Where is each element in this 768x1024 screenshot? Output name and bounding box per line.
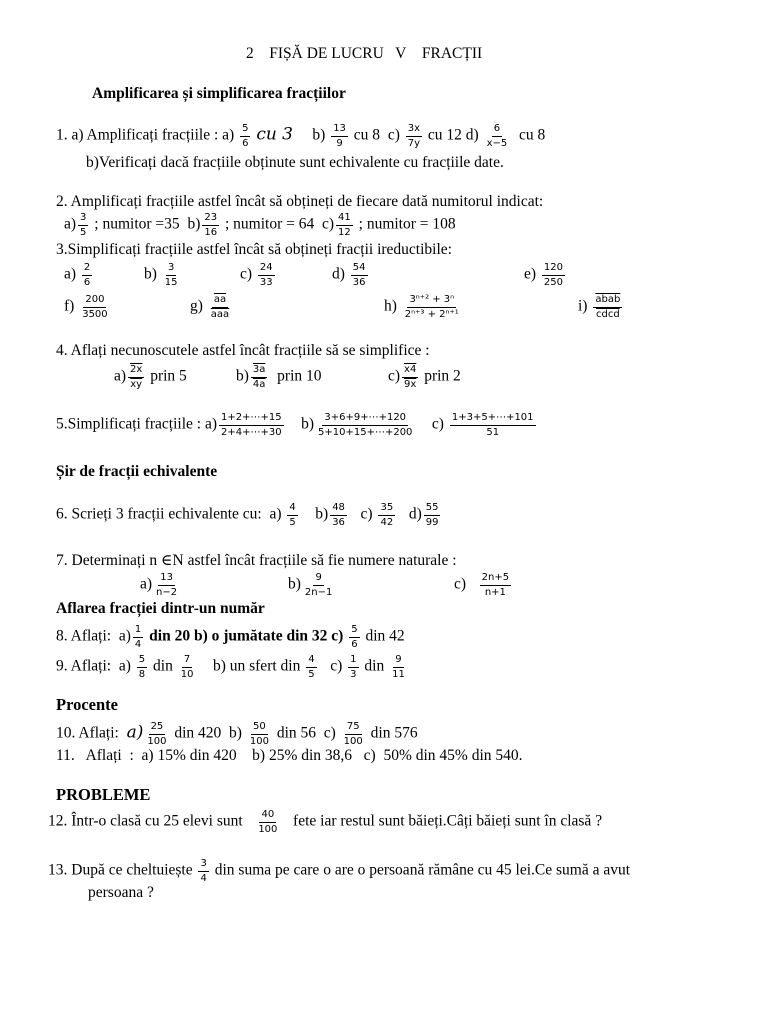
fraction: $\frac{48}{36}$	[332, 502, 345, 528]
exercise-2-text: 2. Amplificați fracțiile astfel încât să obțineți de fiecare dată numitorul indicat:	[56, 193, 544, 210]
fraction: $\frac{40}{100}$	[258, 809, 278, 835]
exercise-8: 8. Aflați: a) $\frac{1}{4}$ din 20 b) o jumătate din 32 c) $\frac{5}{6}$ din 42	[56, 624, 405, 650]
fraction: $\frac{\overline{aa}}{\text{aaa}}$	[210, 294, 230, 320]
title-number: 2	[246, 45, 254, 62]
fraction: $\frac{7}{10}$	[180, 654, 194, 680]
fraction: $\frac{3}{4}$	[200, 858, 207, 884]
exercise-5: 5.Simplificați fracțiile : a) $\frac{1+2+\cdots+15}{2+4+\cdots+30}$ b) $\frac{3+6+9+\cdots+120}{5+10+15+\cdots+200}$ c) $\frac{1+3+5+\cdots+101}{51}$	[56, 412, 534, 438]
exercise-3e: e) $\frac{120}{250}$	[524, 262, 564, 288]
fraction: $\frac{23}{16}$	[204, 212, 218, 238]
page-title	[246, 46, 482, 62]
exercise-11: 11. Aflați : a) 15% din 420 b) 25% din 38,6 c) 50% din 45% din 540.	[56, 747, 523, 764]
exercise-3-text: 3.Simplificați fracțiile astfel încât să obțineți fracții ireductibile:	[56, 241, 452, 258]
fraction: $\frac{3x}{7y}$	[407, 123, 421, 149]
fraction: $\frac{1}{4}$	[134, 624, 142, 650]
fraction: $\frac{3}{15}$	[164, 262, 178, 288]
fraction: $\frac{54}{36}$	[352, 262, 366, 288]
exercise-4b: b) $\frac{3a}{4a}$ prin 10	[236, 364, 322, 390]
fraction: $\frac{13}{n-2}$	[156, 572, 178, 598]
exercise-7a: a) $\frac{13}{n-2}$	[140, 572, 178, 598]
fraction: $\frac{200}{3500}$	[82, 294, 108, 320]
exercise-3d: d) $\frac{54}{36}$	[332, 262, 366, 288]
fraction: $\frac{5}{6}$	[351, 624, 358, 650]
exercise-4c: c) $\frac{x4}{9x}$ prin 2	[388, 364, 461, 390]
fraction: $\frac{5}{6}$	[242, 123, 249, 149]
section-heading-probleme: PROBLEME	[56, 785, 151, 804]
exercise-2-items: a) $\frac{3}{5}$ ; numitor =35 b) $\frac{23}{16}$ ; numitor = 64 c) $\frac{41}{12}$ ; numitor = 108	[64, 212, 456, 238]
exercise-6: 6. Scrieți 3 fracții echivalente cu: a) $\frac{4}{5}$ b) $\frac{48}{36}$ c) $\frac{35}{42}$ d) $\frac{55}{99}$	[56, 502, 439, 528]
fraction: $\frac{25}{100}$	[147, 721, 167, 747]
fraction: $\frac{3+6+9+\cdots+120}{5+10+15+\cdots+200}$	[318, 412, 413, 438]
exercise-3i: i) $\frac{\text{abab}}{\text{cdcd}}$	[578, 294, 621, 320]
fraction: $\frac{75}{100}$	[343, 721, 363, 747]
element-of-icon: ∈	[161, 552, 173, 569]
fraction: $\frac{2x}{xy}$	[130, 364, 143, 390]
exercise-10: 10. Aflați: a) $\frac{25}{100}$ din 420 b) $\frac{50}{100}$ din 56 c) $\frac{75}{100}$ din 576	[56, 721, 418, 747]
exercise-3c: c) $\frac{24}{33}$	[240, 262, 273, 288]
fraction: $\frac{4}{5}$	[308, 654, 315, 680]
fraction: $\frac{1+2+\cdots+15}{2+4+\cdots+30}$	[220, 412, 282, 438]
section-heading-procente: Procente	[56, 695, 118, 714]
exercise-7b: b) $\frac{9}{2n-1}$	[288, 572, 333, 598]
exercise-9: 9. Aflați: a) $\frac{5}{8}$ din $\frac{7}{10}$ b) un sfert din $\frac{4}{5}$ c) $\frac{1}{3}$ din $\frac{9}{11}$	[56, 654, 405, 680]
fraction: $\frac{1}{3}$	[350, 654, 357, 680]
fraction: $\frac{41}{12}$	[338, 212, 351, 238]
fraction: $\frac{x4}{9x}$	[404, 364, 417, 390]
exercise-3b: b) $\frac{3}{15}$	[144, 262, 178, 288]
exercise-7c: c) $\frac{2n+5}{n+1}$	[454, 572, 510, 598]
exercise-3h: h) $\frac{\text{3ⁿ⁺² + 3ⁿ}}{\text{2ⁿ⁺³ + 2ⁿ⁺¹}}$	[384, 294, 459, 320]
fraction: $\frac{2n+5}{n+1}$	[481, 572, 510, 598]
exercise-7-text: 7. Determinați n ∈N astfel încât fracțiile să fie numere naturale :	[56, 552, 457, 569]
fraction: $\frac{55}{99}$	[425, 502, 439, 528]
title-subject: FRACȚII	[421, 45, 483, 62]
fraction: $\frac{9}{2n-1}$	[304, 572, 333, 598]
fraction: $\frac{3a}{4a}$	[252, 364, 266, 390]
exercise-12: 12. Într-o clasă cu 25 elevi sunt $\frac{40}{100}$ fete iar restul sunt băieți.Câți băieți sunt în clasă ?	[48, 809, 603, 835]
section-heading-amplificare: Amplificarea și simplificarea fracțiilor	[92, 85, 346, 102]
fraction: $\frac{35}{42}$	[380, 502, 394, 528]
fraction: $\frac{3}{5}$	[80, 212, 87, 238]
exercise-4a: a) $\frac{2x}{xy}$ prin 5	[114, 364, 187, 390]
fraction: $\frac{4}{5}$	[289, 502, 296, 528]
exercise-3f: f) $\frac{200}{3500}$	[64, 294, 108, 320]
title-text: FIȘĂ DE LUCRU	[269, 45, 384, 62]
fraction: $\frac{\text{abab}}{\text{cdcd}}$	[595, 294, 621, 320]
exercise-13-line2: persoana ?	[88, 884, 154, 901]
section-heading-sir: Șir de fracții echivalente	[56, 463, 218, 480]
fraction: $\frac{2}{6}$	[83, 262, 91, 288]
exercise-4-text: 4. Aflați necunoscutele astfel încât fracțiile să se simplifice :	[56, 342, 430, 359]
exercise-3a: a) $\frac{2}{6}$	[64, 262, 91, 288]
exercise-3g: g) $\frac{\overline{aa}}{\text{aaa}}$	[190, 294, 230, 320]
fraction: $\frac{9}{11}$	[392, 654, 405, 680]
exercise-13: 13. După ce cheltuiește $\frac{3}{4}$ din suma pe care o are o persoană rămâne cu 45 lei.Ce sumă a avut	[48, 858, 631, 884]
fraction: $\frac{5}{8}$	[138, 654, 146, 680]
section-heading-aflarea: Aflarea fracției dintr-un număr	[56, 600, 265, 617]
fraction: $\frac{120}{250}$	[543, 262, 564, 288]
title-grade: V	[395, 45, 407, 62]
fraction: $\frac{24}{33}$	[259, 262, 273, 288]
fraction: $\frac{50}{100}$	[249, 721, 269, 747]
fraction: $\frac{6}{x-5}$	[486, 123, 508, 149]
fraction: $\frac{\text{3ⁿ⁺² + 3ⁿ}}{\text{2ⁿ⁺³ + 2ⁿ⁺¹}}$	[404, 294, 459, 320]
fraction: $\frac{13}{9}$	[333, 123, 346, 149]
fraction: $\frac{1+3+5+\cdots+101}{51}$	[451, 412, 534, 438]
exercise-1a: 1. a) Amplificați fracțiile : a) $\frac{5}{6}$ cu 3 b) $\frac{13}{9}$ cu 8 c) $\frac{3x}{7y}$ cu 12 d) $\frac{6}{x-5}$ cu 8	[56, 123, 546, 149]
exercise-1b: b)Verificați dacă fracțiile obținute sunt echivalente cu fracțiile date.	[86, 154, 504, 171]
